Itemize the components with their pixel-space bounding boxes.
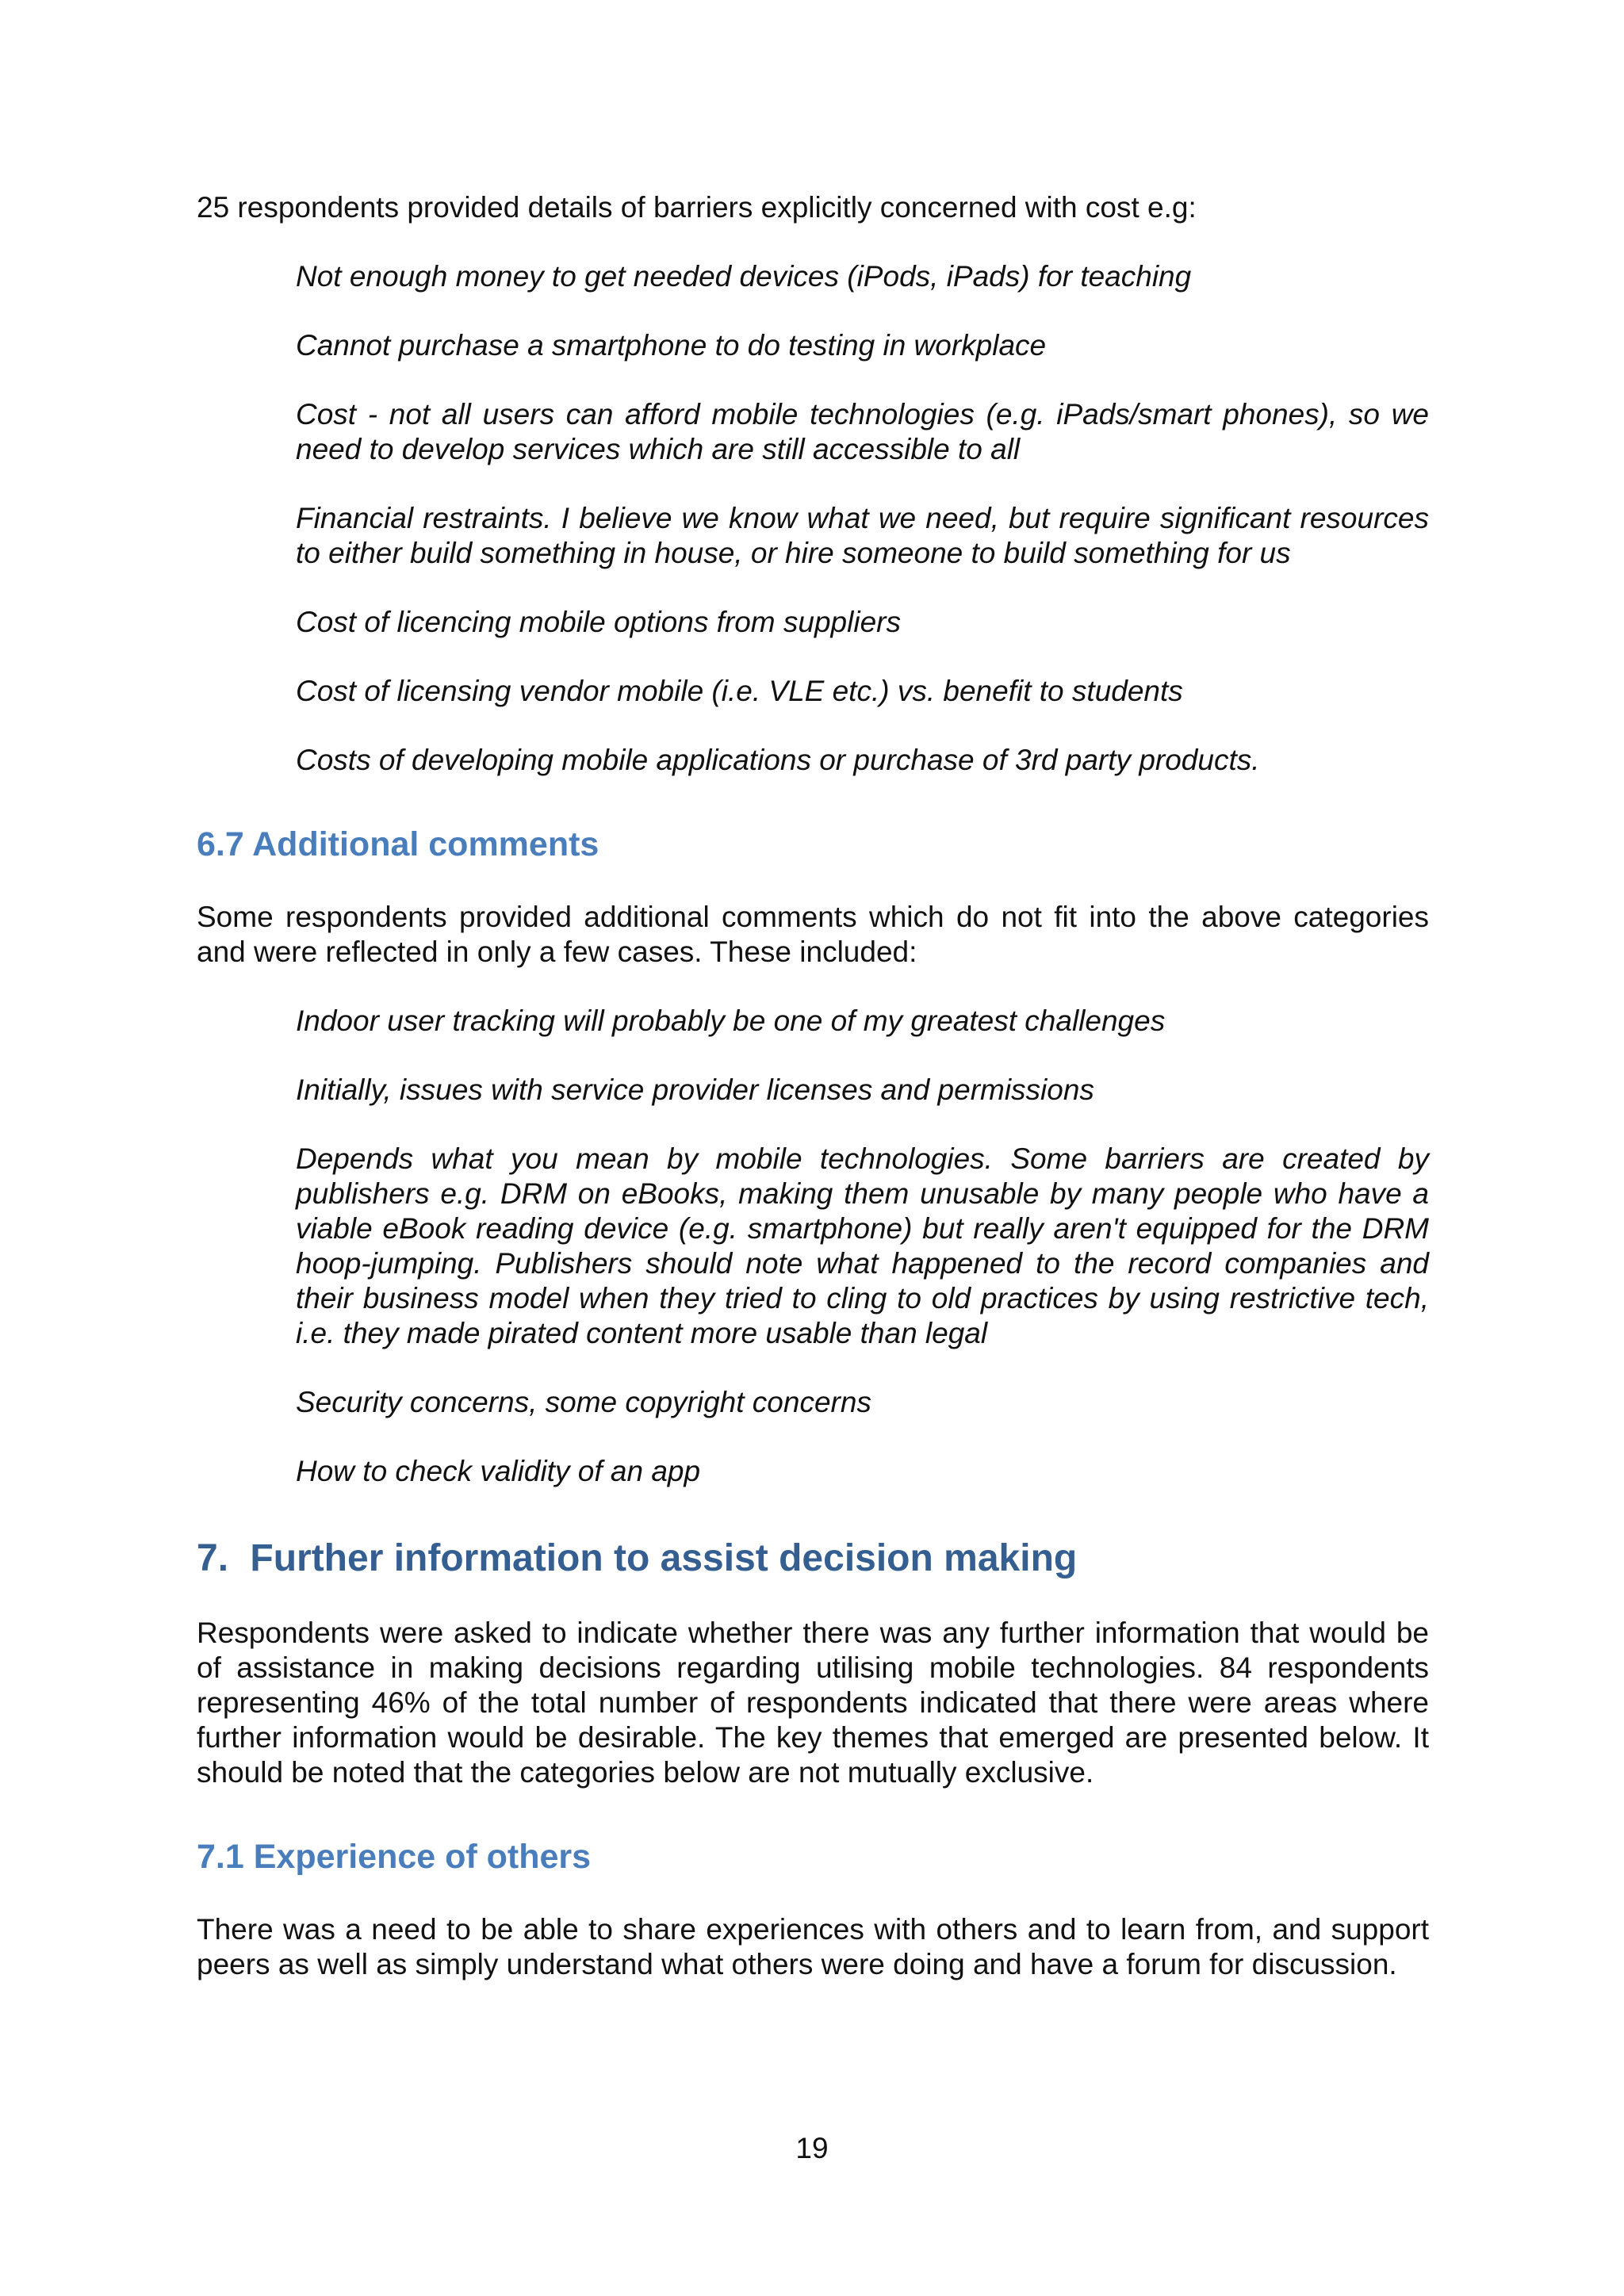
section-6-7-paragraph: Some respondents provided additional comments which do not fit into the above categories and were reflected in only a few cases. These included: bbox=[197, 901, 1429, 968]
section-7-1-heading: 7.1 Experience of others bbox=[197, 1838, 592, 1876]
additional-quote-1: Indoor user tracking will probably be one of my greatest challenges bbox=[296, 1004, 1166, 1037]
cost-quote-6: Cost of licensing vendor mobile (i.e. VLE etc.) vs. benefit to students bbox=[296, 675, 1183, 707]
cost-quote-3: Cost - not all users can afford mobile technologies (e.g. iPads/smart phones), so we need to develop services which are still accessible to all bbox=[296, 398, 1429, 465]
cost-quote-5: Cost of licencing mobile options from suppliers bbox=[296, 606, 901, 638]
additional-quote-5: How to check validity of an app bbox=[296, 1455, 701, 1487]
additional-quote-4: Security concerns, some copyright concerns bbox=[296, 1386, 871, 1418]
additional-quote-3: Depends what you mean by mobile technologies. Some barriers are created by publishers e.g. DRM on eBooks, making them unusable by many people who have a viable eBook reading device (e.g. smartphone) but really aren't equipped for the DRM hoop-jumping. Publishers should note what happened to the record companies and their business model when they tried to cling to old practices by using restrictive tech, i.e. they made pirated content more usable than legal bbox=[296, 1142, 1429, 1349]
section-7-number: 7. bbox=[197, 1537, 229, 1579]
section-7-paragraph: Respondents were asked to indicate whether there was any further information that would be of assistance in making decisions regarding utilising mobile technologies. 84 respondents representing 46% of the total number of respondents indicated that there were areas where further information would be desirable. The key themes that emerged are presented below. It should be noted that the categories below are not mutually exclusive. bbox=[197, 1617, 1429, 1789]
intro-paragraph: 25 respondents provided details of barriers explicitly concerned with cost e.g: bbox=[197, 191, 1197, 224]
page-number: 19 bbox=[795, 2132, 829, 2164]
section-7-heading bbox=[197, 1536, 1429, 1581]
additional-quote-2: Initially, issues with service provider licenses and permissions bbox=[296, 1073, 1094, 1106]
document-page bbox=[197, 190, 1429, 1982]
section-6-7-heading: 6.7 Additional comments bbox=[197, 825, 599, 863]
section-7-title: Further information to assist decision making bbox=[250, 1537, 1078, 1579]
cost-quote-1: Not enough money to get needed devices (iPods, iPads) for teaching bbox=[296, 260, 1192, 293]
section-7-1-paragraph: There was a need to be able to share experiences with others and to learn from, and support peers as well as simply understand what others were doing and have a forum for discussion. bbox=[197, 1913, 1429, 1980]
cost-quote-2: Cannot purchase a smartphone to do testing in workplace bbox=[296, 329, 1047, 362]
cost-quote-4: Financial restraints. I believe we know what we need, but require significant resources to either build something in house, or hire someone to build something for us bbox=[296, 502, 1429, 569]
cost-quote-7: Costs of developing mobile applications or purchase of 3rd party products. bbox=[296, 744, 1260, 776]
